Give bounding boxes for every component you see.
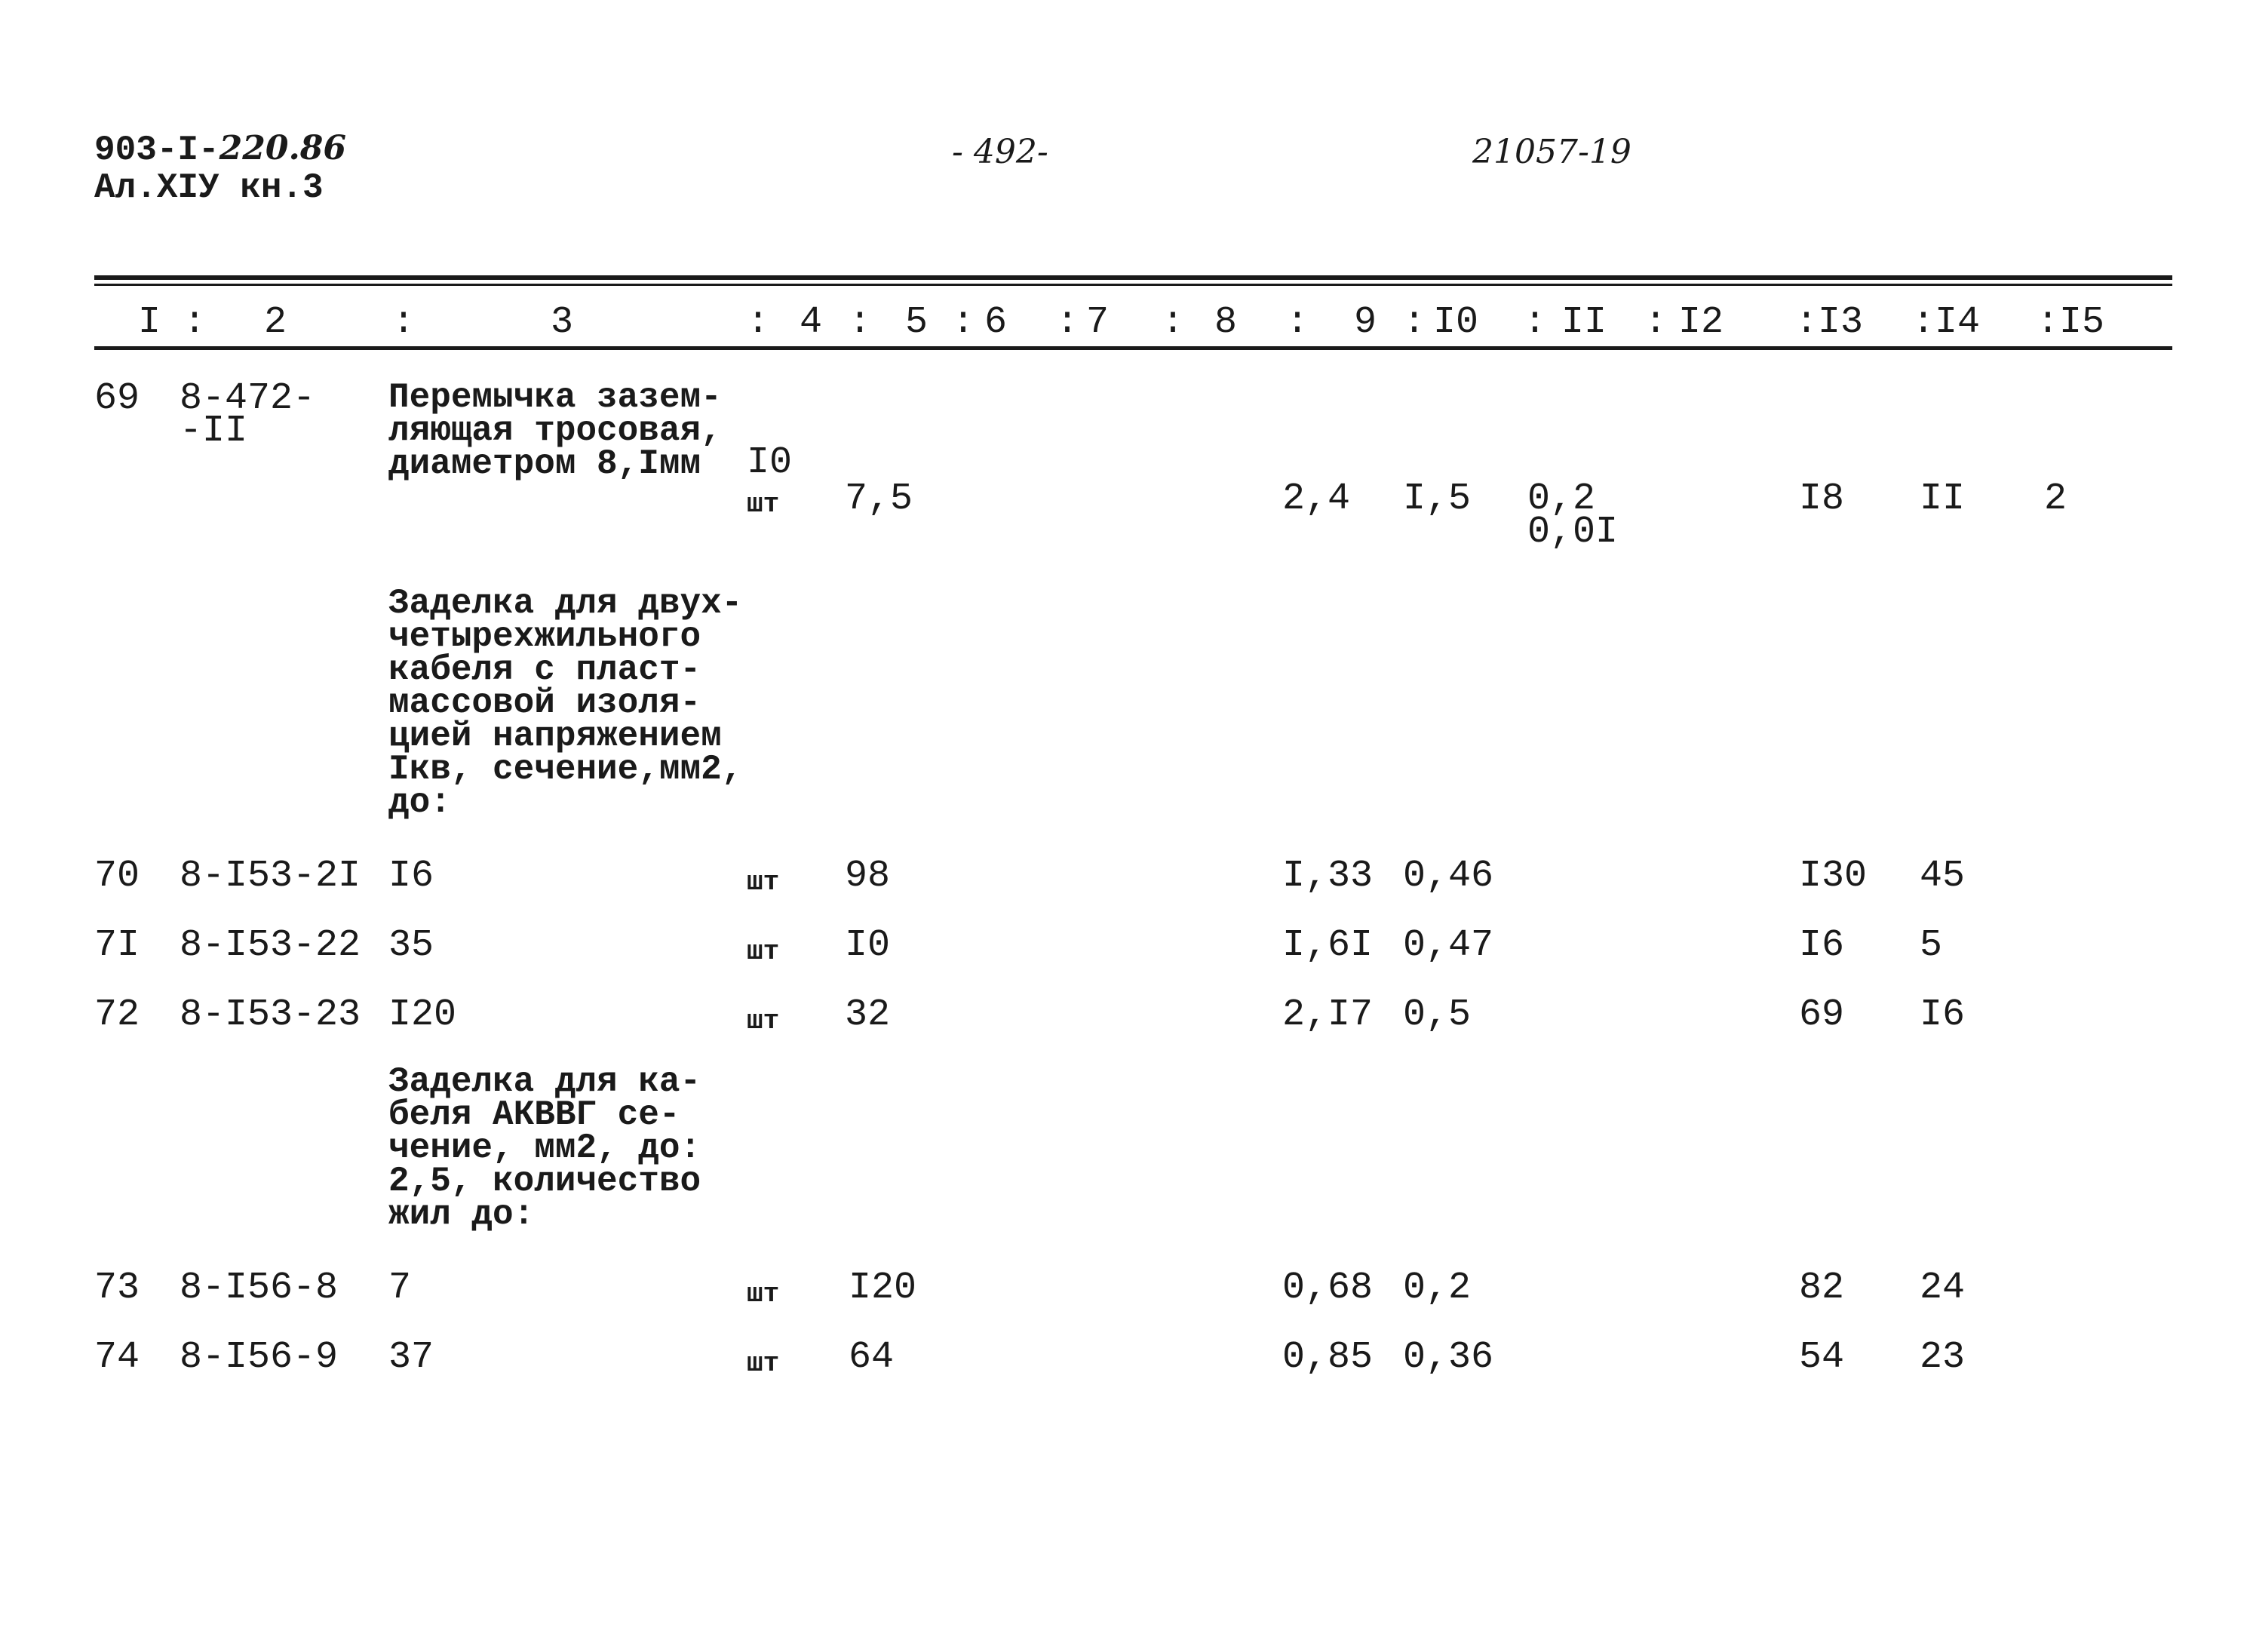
col9-value: 0,68 bbox=[1282, 1267, 1374, 1310]
row-number: 7I bbox=[94, 924, 140, 967]
col13-value: I6 bbox=[1799, 924, 1845, 967]
col13-value: 82 bbox=[1799, 1267, 1845, 1310]
top-double-rule bbox=[94, 275, 2172, 280]
col15-value: 2 bbox=[2044, 477, 2067, 520]
row-number: 72 bbox=[94, 993, 140, 1036]
page-number: - 492- bbox=[952, 133, 1048, 171]
item-description: I6 bbox=[388, 855, 434, 898]
col10-value: I,5 bbox=[1403, 477, 1472, 520]
col9-value: I,33 bbox=[1282, 855, 1374, 898]
norm-code-continued: -II bbox=[180, 410, 248, 453]
document-page: 903-I-220.86 Ал.XIУ кн.3 - 492- 21057-19 I : 2 : 3 : 4 : 5 : 6 : 7 : 8 : 9 : I0 : II : I2 : I3 : I4 : I5 69 8-472- -II Перемычка зазем- ляющая тросовая, диаметром 8,Iмм I0 шт 7,5 2,4 I,5 0,2 0,0I I8 II 2 Заделка для двух- четырехжильного кабеля с пласт- массовой изоля- цией напряжением Iкв, сечение,мм2, до: 70 8-I53-2I I6 шт 98 I,33 0,46 I30 45 7I 8-I53-22 35 шт I0 I,6I 0,47 I6 5 72 8-I53-23 I20 шт 32 2,I7 0,5 69 I6 Заделка для ка- беля АКВВГ се- чение, мм2, до: 2,5, количество жил до: 73 8-I56-8 7 шт I20 0,68 0,2 82 24 74 8-I56-9 37 шт 64 0,85 0,36 54 23 bbox=[0, 0, 2250, 1652]
unit: шт bbox=[747, 489, 780, 520]
col10-value: 0,36 bbox=[1403, 1336, 1494, 1379]
col-header-7: 7 bbox=[1086, 301, 1110, 344]
item-description: 7 bbox=[388, 1267, 412, 1310]
norm-code: 8-I53-23 bbox=[180, 993, 361, 1036]
col14-value: 5 bbox=[1920, 924, 1943, 967]
item-description: 35 bbox=[388, 924, 434, 967]
row-number: 74 bbox=[94, 1336, 140, 1379]
header-bottom-rule bbox=[94, 346, 2172, 350]
item-description: Перемычка зазем- ляющая тросовая, диаметром 8,Iмм bbox=[388, 378, 722, 484]
col11-value-2: 0,0I bbox=[1527, 511, 1619, 554]
col10-value: 0,47 bbox=[1403, 924, 1494, 967]
col14-value: II bbox=[1920, 477, 1966, 520]
quantity: 32 bbox=[845, 993, 891, 1036]
col10-value: 0,5 bbox=[1403, 993, 1472, 1036]
col-header-5: 5 bbox=[905, 301, 929, 344]
col13-value: I30 bbox=[1799, 855, 1868, 898]
unit: шт bbox=[747, 867, 780, 898]
col-header-11: II bbox=[1561, 301, 1607, 344]
norm-code: 8-I53-22 bbox=[180, 924, 361, 967]
norm-code: 8-I56-8 bbox=[180, 1267, 339, 1310]
row-number: 69 bbox=[94, 377, 140, 420]
col-header-12: I2 bbox=[1678, 301, 1724, 344]
quantity: 98 bbox=[845, 855, 891, 898]
document-code bbox=[94, 130, 346, 169]
col14-value: 45 bbox=[1920, 855, 1966, 898]
row-number: 70 bbox=[94, 855, 140, 898]
col-header-2: 2 bbox=[264, 301, 287, 344]
unit: шт bbox=[747, 1348, 780, 1379]
col9-value: I,6I bbox=[1282, 924, 1374, 967]
unit: шт bbox=[747, 1279, 780, 1310]
col-header-15: I5 bbox=[2059, 301, 2105, 344]
document-code-handwritten: 220.86 bbox=[219, 129, 347, 167]
col13-value: 69 bbox=[1799, 993, 1845, 1036]
col-header-13: I3 bbox=[1818, 301, 1864, 344]
section-description: Заделка для двух- четырехжильного кабеля с пласт- массовой изоля- цией напряжением Iкв, сечение,мм2, до: bbox=[388, 584, 743, 822]
col13-value: 54 bbox=[1799, 1336, 1845, 1379]
norm-code: 8-I53-2I bbox=[180, 855, 361, 898]
col11-value: 0,2 bbox=[1527, 477, 1596, 520]
col-header-3: 3 bbox=[551, 301, 574, 344]
col-header-4: 4 bbox=[800, 301, 823, 344]
col14-value: 24 bbox=[1920, 1267, 1966, 1310]
quantity: I0 bbox=[845, 924, 891, 967]
col-header-6: 6 bbox=[984, 301, 1008, 344]
document-code-prefix: 903-I- bbox=[94, 131, 219, 170]
norm-code: 8-472- bbox=[180, 377, 316, 420]
item-description: 37 bbox=[388, 1336, 434, 1379]
top-double-rule-inner bbox=[94, 284, 2172, 286]
col14-value: 23 bbox=[1920, 1336, 1966, 1379]
col10-value: 0,2 bbox=[1403, 1267, 1472, 1310]
item-description: I20 bbox=[388, 993, 457, 1036]
row-number: 73 bbox=[94, 1267, 140, 1310]
col-header-1: I bbox=[138, 301, 161, 344]
col4-value: I0 bbox=[747, 441, 793, 484]
unit: шт bbox=[747, 1006, 780, 1036]
norm-code: 8-I56-9 bbox=[180, 1336, 339, 1379]
col10-value: 0,46 bbox=[1403, 855, 1494, 898]
col13-value: I8 bbox=[1799, 477, 1845, 520]
col9-value: 2,4 bbox=[1282, 477, 1351, 520]
quantity: 7,5 bbox=[845, 477, 913, 520]
album-reference: Ал.XIУ кн.3 bbox=[94, 168, 324, 207]
col-header-10: I0 bbox=[1433, 301, 1479, 344]
col-header-8: 8 bbox=[1214, 301, 1238, 344]
unit: шт bbox=[747, 936, 780, 967]
archive-number: 21057-19 bbox=[1472, 133, 1631, 171]
quantity: 64 bbox=[849, 1336, 895, 1379]
col9-value: 0,85 bbox=[1282, 1336, 1374, 1379]
quantity: I20 bbox=[849, 1267, 917, 1310]
col-header-9: 9 bbox=[1354, 301, 1377, 344]
section-description: Заделка для ка- беля АКВВГ се- чение, мм2, до: 2,5, количество жил до: bbox=[388, 1062, 701, 1234]
col-header-14: I4 bbox=[1935, 301, 1981, 344]
col9-value: 2,I7 bbox=[1282, 993, 1374, 1036]
col14-value: I6 bbox=[1920, 993, 1966, 1036]
